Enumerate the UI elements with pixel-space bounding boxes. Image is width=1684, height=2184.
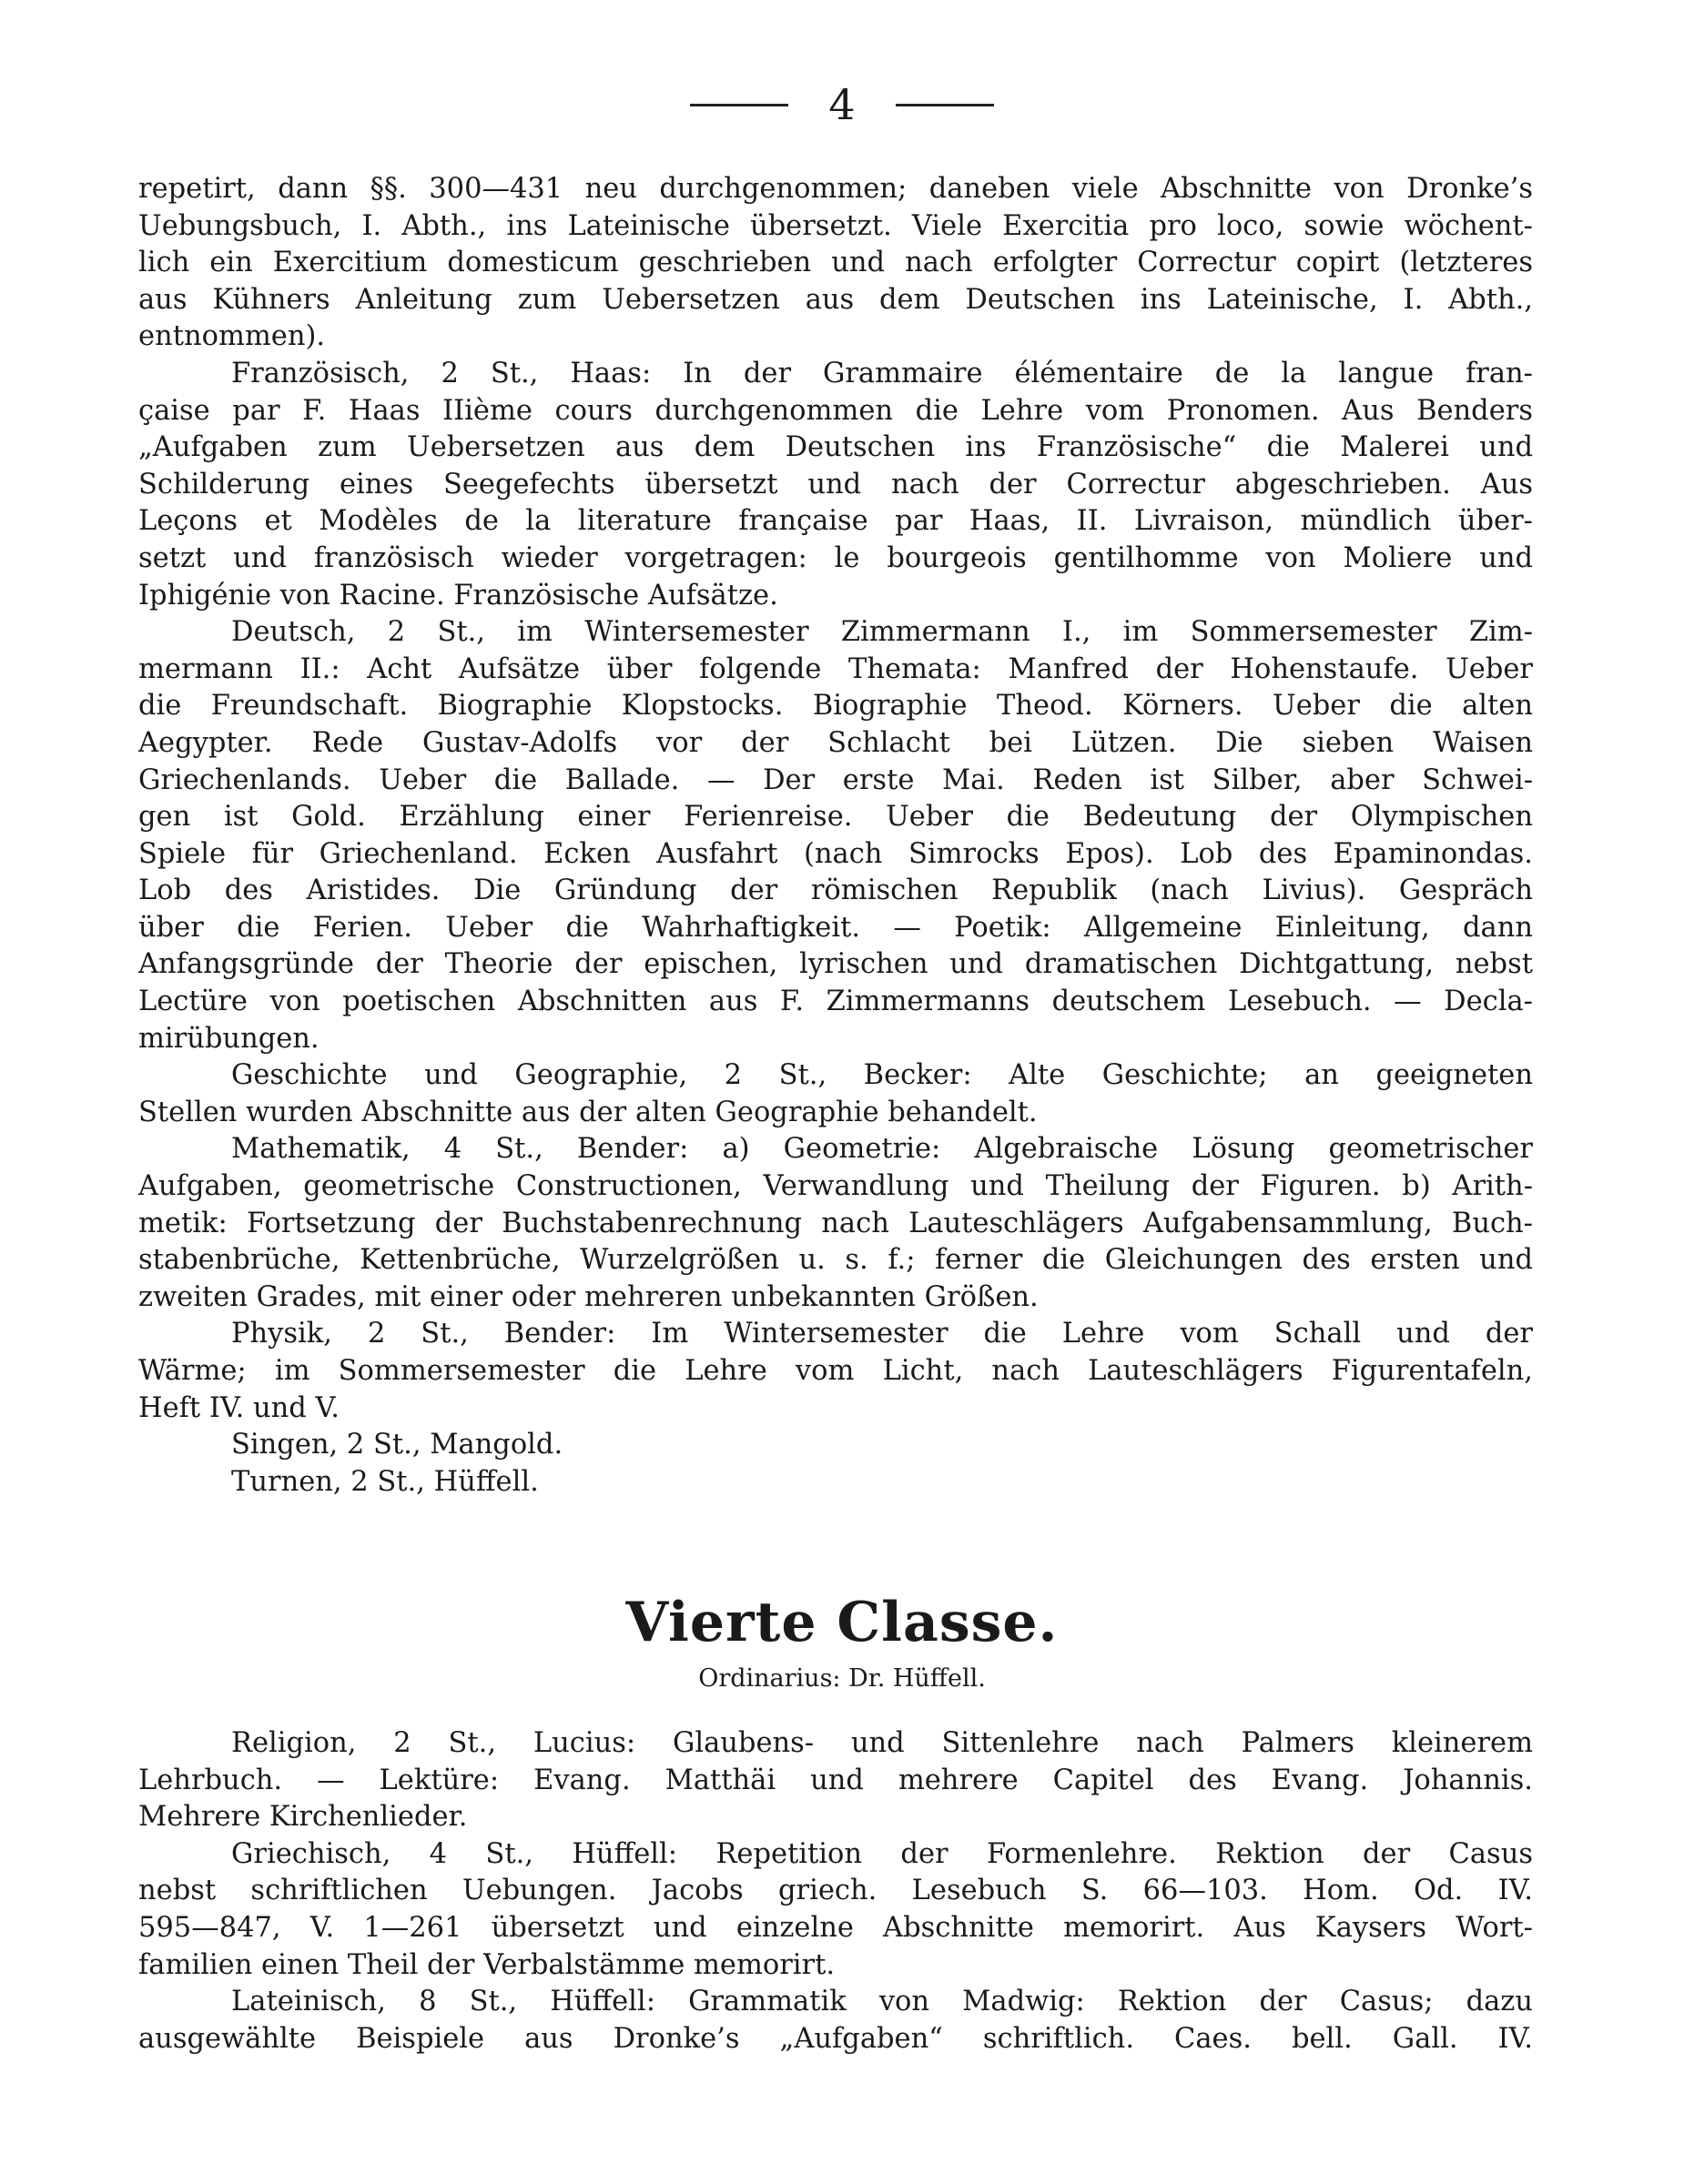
text-line: aus Kühners Anleitung zum Uebersetzen aus dem Deutschen ins Lateinische, I. Abth., <box>138 283 1533 316</box>
text-line: repetirt, dann §§. 300—431 neu durchgenommen; daneben viele Abschnitte von Dronke’s <box>138 173 1533 205</box>
text-line: die Freundschaft. Biographie Klopstocks. Biographie Theod. Körners. Ueber die alten <box>138 690 1533 723</box>
text-line: Lectüre von poetischen Abschnitten aus F. Zimmermanns deutschem Lesebuch. — Decla- <box>138 986 1533 1018</box>
text-line: Griechenlands. Ueber die Ballade. — Der erste Mai. Reden ist Silber, aber Schwei- <box>138 763 1533 796</box>
text-line: „Aufgaben zum Uebersetzen aus dem Deutschen ins Französische“ die Malerei und <box>138 431 1533 464</box>
text-line: Heft IV. und V. <box>138 1391 340 1424</box>
text-line: Französisch, 2 St., Haas: In der Grammaire élémentaire de la langue fran- <box>231 357 1533 389</box>
text-line: entnommen). <box>138 320 326 353</box>
text-line: Schilderung eines Seegefechts übersetzt und nach der Correctur abgeschrieben. Aus <box>138 468 1533 500</box>
text-line: Uebungsbuch, I. Abth., ins Lateinische übersetzt. Viele Exercitia pro loco, sowie wöchent- <box>138 209 1533 242</box>
text-line: Wärme; im Sommersemester die Lehre vom Licht, nach Lauteschlägers Figurentafeln, <box>138 1355 1533 1387</box>
text-line: Lob des Aristides. Die Gründung der römischen Republik (nach Livius). Gespräch <box>138 875 1533 907</box>
text-line: gen ist Gold. Erzählung einer Ferienreise. Ueber die Bedeutung der Olympischen <box>138 801 1533 834</box>
text-line: Lehrbuch. — Lektüre: Evang. Matthäi und mehrere Capitel des Evang. Johannis. <box>138 1764 1533 1796</box>
text-line: ausgewählte Beispiele aus Dronke’s „Aufgaben“ schriftlich. Caes. bell. Gall. IV. <box>138 2022 1533 2055</box>
text-line: Aufgaben, geometrische Constructionen, Verwandlung und Theilung der Figuren. b) Arith- <box>138 1170 1533 1203</box>
text-line: familien einen Theil der Verbalstämme memorirt. <box>138 1948 836 1981</box>
text-line: Turnen, 2 St., Hüffell. <box>231 1465 539 1498</box>
text-line: çaise par F. Haas IIième cours durchgenommen die Lehre vom Pronomen. Aus Benders <box>138 394 1533 427</box>
text-line: 595—847, V. 1—261 übersetzt und einzelne Abschnitte memorirt. Aus Kaysers Wort- <box>138 1911 1533 1944</box>
text-line: Physik, 2 St., Bender: Im Wintersemester die Lehre vom Schall und der <box>231 1318 1533 1350</box>
text-line: Aegypter. Rede Gustav-Adolfs vor der Schlacht bei Lützen. Die sieben Waisen <box>138 726 1533 759</box>
text-line: Singen, 2 St., Mangold. <box>231 1429 563 1461</box>
text-block-vierte-classe <box>138 1725 1533 2058</box>
header-rule-left <box>690 104 788 106</box>
text-line: Lateinisch, 8 St., Hüffell: Grammatik von Madwig: Rektion der Casus; dazu <box>231 1986 1533 2018</box>
text-line: Leçons et Modèles de la literature française par Haas, II. Livraison, mündlich über- <box>138 505 1533 538</box>
text-line: über die Ferien. Ueber die Wahrhaftigkeit. — Poetik: Allgemeine Einleitung, dann <box>138 911 1533 944</box>
page-number: 4 <box>828 80 856 129</box>
text-line: Geschichte und Geographie, 2 St., Becker: Alte Geschichte; an geeigneten <box>231 1059 1533 1092</box>
section-heading: Vierte Classe. <box>625 1591 1059 1654</box>
text-line: Stellen wurden Abschnitte aus der alten Geographie behandelt. <box>138 1096 1038 1128</box>
text-line: nebst schriftlichen Uebungen. Jacobs griech. Lesebuch S. 66—103. Hom. Od. IV. <box>138 1875 1533 1907</box>
text-line: Mathematik, 4 St., Bender: a) Geometrie: Algebraische Lösung geometrischer <box>231 1133 1533 1166</box>
text-line: Religion, 2 St., Lucius: Glaubens- und Sittenlehre nach Palmers kleinerem <box>231 1727 1533 1759</box>
text-line: zweiten Grades, mit einer oder mehreren unbekannten Größen. <box>138 1280 1039 1313</box>
text-line: lich ein Exercitium domesticum geschrieben und nach erfolgter Correctur copirt (letzteres <box>138 247 1533 279</box>
page-header <box>0 80 1684 129</box>
text-line: stabenbrüche, Kettenbrüche, Wurzelgrößen u. s. f.; ferner die Gleichungen des ersten und <box>138 1244 1533 1277</box>
text-line: Mehrere Kirchenlieder. <box>138 1801 468 1834</box>
text-line: setzt und französisch wieder vorgetragen: le bourgeois gentilhomme von Moliere und <box>138 541 1533 574</box>
text-line: Anfangsgründe der Theorie der epischen, lyrischen und dramatischen Dichtgattung, nebst <box>138 948 1533 981</box>
section-ordinarius: Ordinarius: Dr. Hüffell. <box>698 1664 986 1693</box>
text-line: Griechisch, 4 St., Hüffell: Repetition der Formenlehre. Rektion der Casus <box>231 1837 1533 1870</box>
text-line: mermann II.: Acht Aufsätze über folgende Themata: Manfred der Hohenstaufe. Ueber <box>138 652 1533 685</box>
header-rule-right <box>896 104 994 106</box>
text-block-dritte-classe <box>138 171 1533 1501</box>
text-line: Deutsch, 2 St., im Wintersemester Zimmermann I., im Sommersemester Zim- <box>231 616 1533 649</box>
text-line: Spiele für Griechenland. Ecken Ausfahrt (nach Simrocks Epos). Lob des Epaminondas. <box>138 837 1533 870</box>
text-line: Iphigénie von Racine. Französische Aufsätze. <box>138 579 778 612</box>
text-line: metik: Fortsetzung der Buchstabenrechnung nach Lauteschlägers Aufgabensammlung, Buch- <box>138 1207 1533 1239</box>
text-line: mirübungen. <box>138 1022 320 1055</box>
